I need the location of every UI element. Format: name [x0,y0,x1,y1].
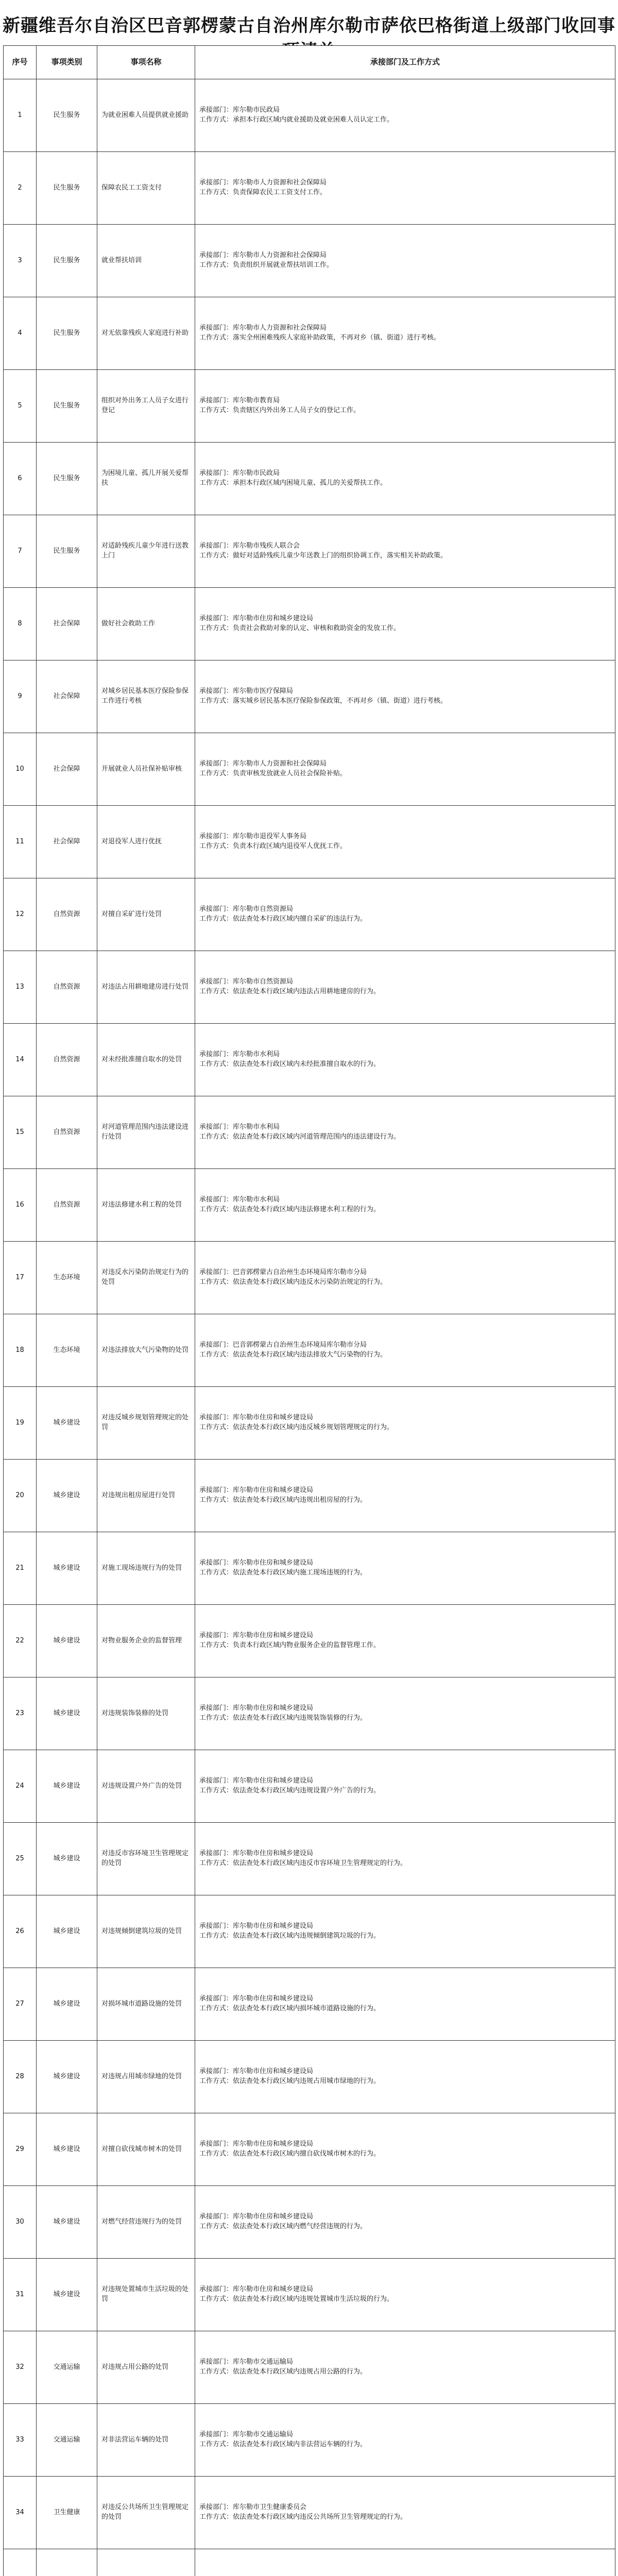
table-row [4,1314,615,1387]
table-row [4,878,615,951]
table-row [4,1968,615,2041]
row-department: 承接部门：库尔勒市退役军人事务局 [199,833,307,841]
row-detail [195,2259,615,2331]
row-item-name: 对违规设置户外广告的处罚 [97,1750,195,1823]
row-detail [195,370,615,443]
row-department: 承接部门：库尔勒市教育局 [199,397,280,405]
row-work-method: 工作方式：负责组织开展就业帮扶培训工作。 [199,261,334,269]
row-detail [195,660,615,733]
row-category: 城乡建设 [37,1968,97,2041]
row-work-method: 工作方式：依法查处本行政区域内违规设置户外广告的行为。 [199,1787,381,1794]
row-item-name: 组织对外出务工人员子女进行登记 [97,370,195,443]
row-category: 城乡建设 [37,1532,97,1605]
row-work-method: 工作方式：负责辖区内外出务工人员子女的登记工作。 [199,406,360,414]
table-row [4,2186,615,2259]
row-detail [195,225,615,297]
row-work-method: 工作方式：依法查处本行政区域内违规占用城市绿地的行为。 [199,2077,381,2085]
row-item-name: 对施工现场违规行为的处罚 [97,1532,195,1605]
row-item-name: 就业帮扶培训 [97,225,195,297]
row-number [4,2549,37,2576]
row-item-name: 保障农民工工资支付 [97,152,195,225]
row-department: 承接部门：库尔勒市住房和城乡建设局 [199,1414,314,1422]
row-work-method: 工作方式：依法查处本行政区域内违规处置城市生活垃圾的行为。 [199,2295,394,2303]
row-number: 31 [4,2259,37,2331]
row-number: 4 [4,297,37,370]
row-item-name: 对违法占用耕地建房进行处罚 [97,951,195,1024]
row-detail [195,1823,615,1895]
row-item-name: 对适龄残疾儿童少年进行送教上门 [97,515,195,588]
header-category: 事项类别 [37,46,97,79]
row-category: 城乡建设 [37,1387,97,1460]
row-category: 城乡建设 [37,1750,97,1823]
row-category: 城乡建设 [37,2113,97,2186]
table-row [4,660,615,733]
row-number: 15 [4,1096,37,1169]
table-row [4,2549,615,2576]
table-row [4,225,615,297]
row-department: 承接部门：库尔勒市住房和城乡建设局 [199,2213,314,2221]
row-work-method: 工作方式：做好对适龄残疾儿童少年送教上门的组织协调工作，落实相关补助政策。 [199,552,448,560]
row-department: 承接部门：库尔勒市医疗保障局 [199,687,294,696]
row-item-name: 做好社会救助工作 [97,588,195,660]
row-category: 城乡建设 [37,1605,97,1677]
row-department: 承接部门：库尔勒市人力资源和社会保障局 [199,251,327,260]
row-item-name: 对违法排放大气污染物的处罚 [97,1314,195,1387]
table-row [4,79,615,152]
row-category: 社会保障 [37,660,97,733]
table-row [4,1823,615,1895]
row-work-method: 工作方式：依法查处本行政区域内违反水污染防治规定的行为。 [199,1278,387,1286]
row-department: 承接部门：库尔勒市卫生健康委员会 [199,2503,307,2512]
row-work-method: 工作方式：负责本行政区域内退役军人优抚工作。 [199,842,347,850]
row-detail [195,951,615,1024]
row-detail [195,515,615,588]
row-work-method: 工作方式：依法查处本行政区域内违规出租房屋的行为。 [199,1496,367,1504]
row-item-name: 对违法修建水利工程的处罚 [97,1169,195,1242]
row-department: 承接部门：巴音郭楞蒙古自治州生态环境局库尔勒市分局 [199,1268,367,1277]
row-number: 33 [4,2404,37,2477]
row-item-name: 对燃气经营违规行为的处罚 [97,2186,195,2259]
row-number: 7 [4,515,37,588]
row-department: 承接部门：库尔勒市住房和城乡建设局 [199,1559,314,1567]
table-row [4,1024,615,1096]
row-number: 34 [4,2477,37,2549]
table-row [4,2041,615,2113]
row-category: 自然资源 [37,1096,97,1169]
row-department: 承接部门：库尔勒市自然资源局 [199,905,294,913]
row-detail [195,1605,615,1677]
row-category: 城乡建设 [37,1677,97,1750]
row-item-name: 对违反水污染防治规定行为的处罚 [97,1242,195,1314]
table-row [4,297,615,370]
row-detail [195,733,615,806]
row-item-name: 对违反城乡规划管理规定的处罚 [97,1387,195,1460]
row-category: 生态环境 [37,1314,97,1387]
row-department: 承接部门：库尔勒市交通运输局 [199,2358,294,2366]
row-item-name: 对违反公共场所卫生管理规定的处罚 [97,2477,195,2549]
row-department: 承接部门：库尔勒市住房和城乡建设局 [199,615,314,623]
row-category: 社会保障 [37,588,97,660]
row-detail [195,1532,615,1605]
table-row [4,1605,615,1677]
row-number: 20 [4,1460,37,1532]
row-department: 承接部门：库尔勒市自然资源局 [199,978,294,986]
item-table [3,45,615,2576]
row-detail [195,1314,615,1387]
row-work-method: 工作方式：依法查处本行政区域内擅自采矿的违法行为。 [199,915,367,923]
row-detail [195,1460,615,1532]
row-category: 民生服务 [37,225,97,297]
row-number: 27 [4,1968,37,2041]
row-detail [195,79,615,152]
row-category: 民生服务 [37,370,97,443]
row-category: 城乡建设 [37,1823,97,1895]
row-item-name: 对擅自采矿进行处罚 [97,878,195,951]
row-item-name: 对河道管理范围内违法建设进行处罚 [97,1096,195,1169]
row-department: 承接部门：库尔勒市交通运输局 [199,2431,294,2439]
row-work-method: 工作方式：依法查处本行政区域内违法修建水利工程的行为。 [199,1206,381,1213]
table-row [4,1096,615,1169]
table-row [4,2113,615,2186]
row-work-method: 工作方式：依法查处本行政区域内违反公共场所卫生管理规定的行为。 [199,2513,407,2521]
row-number: 18 [4,1314,37,1387]
row-detail [195,1750,615,1823]
row-number: 25 [4,1823,37,1895]
row-detail [195,1677,615,1750]
table-row [4,1387,615,1460]
row-item-name: 为困境儿童、孤儿开展关爱帮扶 [97,443,195,515]
row-department: 承接部门：库尔勒市人力资源和社会保障局 [199,760,327,768]
row-detail [195,806,615,878]
row-number: 3 [4,225,37,297]
table-row [4,1532,615,1605]
table-row [4,1169,615,1242]
row-work-method: 工作方式：负责保障农民工工资支付工作。 [199,189,327,196]
row-detail [195,2549,615,2576]
row-work-method: 工作方式：依法查处本行政区域内损坏城市道路设施的行为。 [199,2005,381,2012]
row-item-name: 为就业困难人员提供就业援助 [97,79,195,152]
row-detail [195,1387,615,1460]
row-item-name: 开展就业人员社保补贴审核 [97,733,195,806]
row-number: 1 [4,79,37,152]
row-detail [195,878,615,951]
table-row [4,951,615,1024]
row-number: 21 [4,1532,37,1605]
row-item-name: 对违规占用城市绿地的处罚 [97,2041,195,2113]
row-category: 社会保障 [37,806,97,878]
row-detail [195,2041,615,2113]
row-item-name: 对未经批准擅自取水的处罚 [97,1024,195,1096]
row-category: 卫生健康 [37,2477,97,2549]
document-title: 新疆维吾尔自治区巴音郭楞蒙古自治州库尔勒市萨依巴格街道上级部门收回事 [3,15,615,36]
table-row [4,1460,615,1532]
row-item-name [97,2549,195,2576]
row-department: 承接部门：库尔勒市住房和城乡建设局 [199,1922,314,1930]
row-department: 承接部门：库尔勒市住房和城乡建设局 [199,2067,314,2076]
row-department: 承接部门：库尔勒市住房和城乡建设局 [199,1995,314,2003]
row-work-method: 工作方式：依法查处本行政区域内违反城乡规划管理规定的行为。 [199,1423,394,1431]
row-detail [195,1096,615,1169]
row-work-method: 工作方式：依法查处本行政区域内违反市容环境卫生管理规定的行为。 [199,1859,407,1867]
row-item-name: 对违规处置城市生活垃圾的处罚 [97,2259,195,2331]
row-work-method: 工作方式：依法查处本行政区域内擅自砍伐城市树木的行为。 [199,2150,381,2158]
table-row [4,1677,615,1750]
row-number: 10 [4,733,37,806]
row-work-method: 工作方式：承担本行政区域内就业援助及就业困难人员认定工作。 [199,116,394,124]
row-item-name: 对违规占用公路的处罚 [97,2331,195,2404]
row-category: 交通运输 [37,2404,97,2477]
row-department: 承接部门：库尔勒市人力资源和社会保障局 [199,324,327,332]
row-number: 11 [4,806,37,878]
row-category: 民生服务 [37,152,97,225]
row-category [37,2549,97,2576]
row-work-method: 工作方式：落实全州困难残疾人家庭补助政策，不再对乡（镇、街道）进行考核。 [199,334,441,342]
table-row [4,1242,615,1314]
table-row [4,806,615,878]
row-category: 民生服务 [37,79,97,152]
row-category: 民生服务 [37,443,97,515]
table-header-row [4,46,615,79]
row-item-name: 对损坏城市道路设施的处罚 [97,1968,195,2041]
row-detail [195,1169,615,1242]
row-department: 承接部门：库尔勒市住房和城乡建设局 [199,2140,314,2148]
row-category: 城乡建设 [37,2186,97,2259]
row-work-method: 工作方式：依法查处本行政区域内违规占用公路的行为。 [199,2368,367,2376]
row-detail [195,297,615,370]
row-category: 生态环境 [37,1242,97,1314]
row-number: 26 [4,1895,37,1968]
table-row [4,443,615,515]
row-department: 承接部门：库尔勒市住房和城乡建设局 [199,1777,314,1785]
row-detail [195,443,615,515]
row-item-name: 对违规出租房屋进行处罚 [97,1460,195,1532]
row-number: 5 [4,370,37,443]
row-work-method: 工作方式：依法查处本行政区域内施工现场违规的行为。 [199,1569,367,1577]
row-number: 23 [4,1677,37,1750]
row-department: 承接部门：库尔勒市住房和城乡建设局 [199,1704,314,1713]
table-row [4,370,615,443]
row-number: 29 [4,2113,37,2186]
table-row [4,152,615,225]
row-number: 16 [4,1169,37,1242]
row-detail [195,1242,615,1314]
row-category: 自然资源 [37,951,97,1024]
row-number: 32 [4,2331,37,2404]
row-detail [195,152,615,225]
row-department: 承接部门：库尔勒市民政局 [199,469,280,478]
row-department: 承接部门：库尔勒市住房和城乡建设局 [199,1486,314,1495]
row-number: 30 [4,2186,37,2259]
row-item-name: 对无依靠残疾人家庭进行补助 [97,297,195,370]
row-work-method: 工作方式：依法查处本行政区域内违规装饰装修的行为。 [199,1714,367,1722]
row-item-name: 对违规倾倒建筑垃圾的处罚 [97,1895,195,1968]
row-number: 17 [4,1242,37,1314]
row-category: 社会保障 [37,733,97,806]
row-department: 承接部门：库尔勒市水利局 [199,1196,280,1204]
row-detail [195,1968,615,2041]
row-detail [195,2477,615,2549]
row-department: 承接部门：库尔勒市人力资源和社会保障局 [199,179,327,187]
row-category: 城乡建设 [37,1460,97,1532]
table-body [4,79,615,2576]
row-category: 城乡建设 [37,2259,97,2331]
row-category: 民生服务 [37,297,97,370]
header-detail: 承接部门及工作方式 [195,46,615,79]
row-item-name: 对非法营运车辆的处罚 [97,2404,195,2477]
row-department: 承接部门：巴音郭楞蒙古自治州生态环境局库尔勒市分局 [199,1341,367,1349]
row-item-name: 对城乡居民基本医疗保险参保工作进行考核 [97,660,195,733]
row-category: 自然资源 [37,1169,97,1242]
row-category: 自然资源 [37,878,97,951]
row-number: 12 [4,878,37,951]
table-row [4,2259,615,2331]
table-row [4,733,615,806]
row-department: 承接部门：库尔勒市住房和城乡建设局 [199,2285,314,2294]
row-number: 28 [4,2041,37,2113]
row-work-method: 工作方式：依法查处本行政区域内违法排放大气污染物的行为。 [199,1351,387,1359]
row-item-name: 对物业服务企业的监督管理 [97,1605,195,1677]
row-item-name: 对擅自砍伐城市树木的处罚 [97,2113,195,2186]
row-category: 城乡建设 [37,1895,97,1968]
row-number: 24 [4,1750,37,1823]
row-work-method: 工作方式：依法查处本行政区域内燃气经营违规的行为。 [199,2223,367,2230]
row-work-method: 工作方式：依法查处本行政区域内河道管理范围内的违法建设行为。 [199,1133,401,1141]
row-department: 承接部门：库尔勒市住房和城乡建设局 [199,1632,314,1640]
row-work-method: 工作方式：承担本行政区域内困境儿童、孤儿的关爱帮扶工作。 [199,479,387,487]
row-work-method: 工作方式：负责本行政区域内物业服务企业的监督管理工作。 [199,1641,381,1649]
row-department: 承接部门：库尔勒市水利局 [199,1123,280,1131]
row-category: 自然资源 [37,1024,97,1096]
row-detail [195,1895,615,1968]
table-row [4,1895,615,1968]
row-department: 承接部门：库尔勒市残疾人联合会 [199,542,300,550]
row-detail [195,1024,615,1096]
row-work-method: 工作方式：负责社会救助对象的认定、审核和救助资金的发放工作。 [199,624,401,632]
row-detail [195,2186,615,2259]
row-detail [195,2113,615,2186]
table-row [4,2331,615,2404]
row-department: 承接部门：库尔勒市水利局 [199,1050,280,1059]
row-work-method: 工作方式：依法查处本行政区域内未经批准擅自取水的行为。 [199,1060,381,1068]
row-category: 民生服务 [37,515,97,588]
row-number: 19 [4,1387,37,1460]
table-row [4,588,615,660]
row-number: 6 [4,443,37,515]
row-number: 2 [4,152,37,225]
row-number: 9 [4,660,37,733]
row-detail [195,2331,615,2404]
row-category: 城乡建设 [37,2041,97,2113]
row-number: 22 [4,1605,37,1677]
row-number: 8 [4,588,37,660]
header-no: 序号 [4,46,37,79]
table-row [4,515,615,588]
row-work-method: 工作方式：依法查处本行政区域内违规倾倒建筑垃圾的行为。 [199,1932,381,1940]
row-work-method: 工作方式：负责审核发放就业人员社会保险补贴。 [199,770,347,777]
row-department: 承接部门：库尔勒市民政局 [199,106,280,114]
table-row [4,2477,615,2549]
row-work-method: 工作方式：落实城乡居民基本医疗保险参保政策，不再对乡（镇、街道）进行考核。 [199,697,448,705]
row-number: 13 [4,951,37,1024]
header-name: 事项名称 [97,46,195,79]
table-row [4,2404,615,2477]
row-department: 承接部门：库尔勒市住房和城乡建设局 [199,1850,314,1858]
row-item-name: 对退役军人进行优抚 [97,806,195,878]
row-item-name: 对违规装饰装修的处罚 [97,1677,195,1750]
row-work-method: 工作方式：依法查处本行政区域内违法占用耕地建房的行为。 [199,988,381,995]
row-work-method: 工作方式：依法查处本行政区域内非法营运车辆的行为。 [199,2441,367,2448]
row-detail [195,588,615,660]
row-item-name: 对违反市容环境卫生管理规定的处罚 [97,1823,195,1895]
table-row [4,1750,615,1823]
row-category: 交通运输 [37,2331,97,2404]
row-detail [195,2404,615,2477]
row-number: 14 [4,1024,37,1096]
